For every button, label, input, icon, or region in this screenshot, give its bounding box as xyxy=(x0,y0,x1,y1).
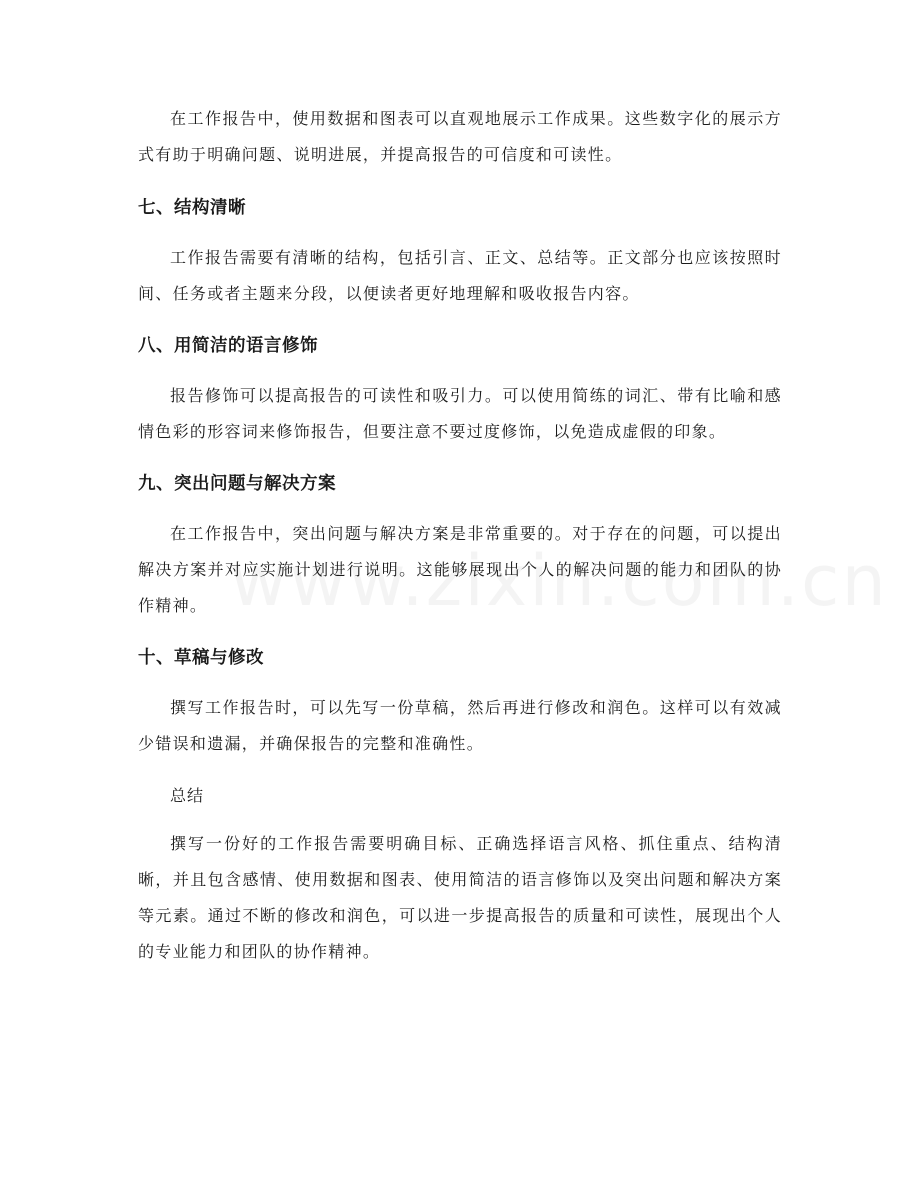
paragraph-section-10: 撰写工作报告时，可以先写一份草稿，然后再进行修改和润色。这样可以有效减少错误和遗漏，并确保报告的完整和准确性。 xyxy=(138,698,782,753)
paragraph-section-7: 工作报告需要有清晰的结构，包括引言、正文、总结等。正文部分也应该按照时间、任务或者主题来分段，以便读者更好地理解和吸收报告内容。 xyxy=(138,248,782,303)
paragraph-data-charts: 在工作报告中，使用数据和图表可以直观地展示工作成果。这些数字化的展示方式有助于明确问题、说明进展，并提高报告的可信度和可读性。 xyxy=(138,109,782,164)
summary-label: 总结 xyxy=(170,786,205,805)
heading-section-7: 七、结构清晰 xyxy=(138,198,246,218)
paragraph-section-8: 报告修饰可以提高报告的可读性和吸引力。可以使用简练的词汇、带有比喻和感情色彩的形容词来修饰报告，但要注意不要过度修饰，以免造成虚假的印象。 xyxy=(138,386,782,441)
heading-section-9: 九、突出问题与解决方案 xyxy=(138,474,336,494)
paragraph-section-9: 在工作报告中，突出问题与解决方案是非常重要的。对于存在的问题，可以提出解决方案并对应实施计划进行说明。这能够展现出个人的解决问题的能力和团队的协作精神。 xyxy=(138,524,782,615)
heading-section-10: 十、草稿与修改 xyxy=(138,648,264,668)
heading-section-8: 八、用简洁的语言修饰 xyxy=(138,336,318,356)
paragraph-summary: 撰写一份好的工作报告需要明确目标、正确选择语言风格、抓住重点、结构清晰，并且包含感情、使用数据和图表、使用简洁的语言修饰以及突出问题和解决方案等元素。通过不断的修改和润色，可以进一步提高报告的质量和可读性，展现出个人的专业能力和团队的协作精神。 xyxy=(138,834,782,961)
